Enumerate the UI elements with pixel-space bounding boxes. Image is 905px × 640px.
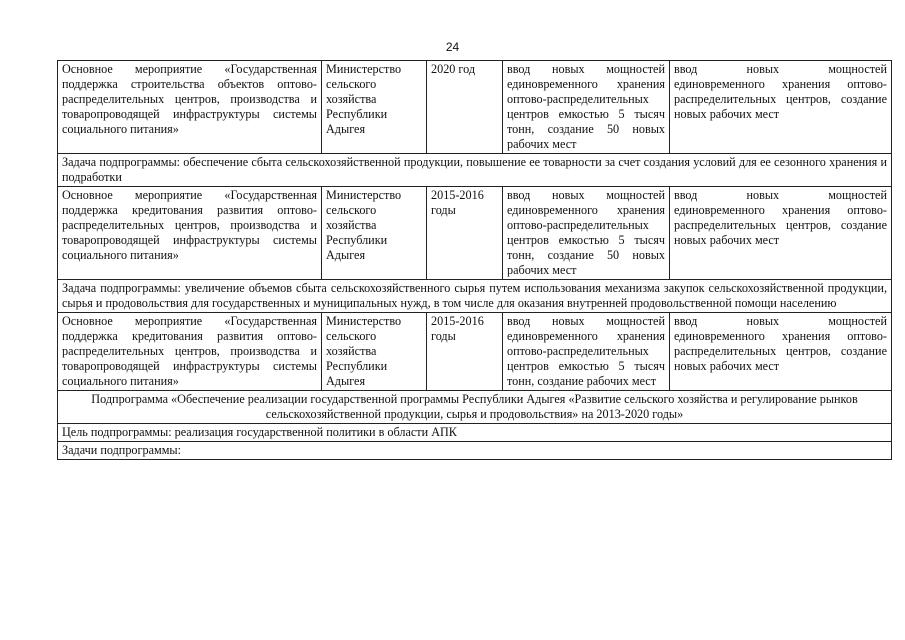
task-row: Задача подпрограммы: увеличение объемов сбыта сельскохозяйственного сырья путем использования механизма закупок сельскохозяйственной продукции, сырья и продовольствия для государственных и муниципальных нужд, в том числе для оказания внутренней продовольственной помощи населению	[58, 280, 892, 313]
result-cell: ввод новых мощностей единовременного хранения оптово-распределительных центров емкостью 5 тысяч тонн, создание 50 новых рабочих мест	[503, 187, 670, 280]
measure-cell: Основное мероприятие «Государственная поддержка кредитования развития оптово-распределительных центров, производства и товаропроводящей инфраструктуры системы социального питания»	[58, 187, 322, 280]
subprogram-tasks-label: Задачи подпрограммы:	[58, 442, 892, 460]
measure-cell: Основное мероприятие «Государственная поддержка строительства объектов оптово-распределительных центров, производства и товаропроводящей инфраструктуры системы социального питания»	[58, 61, 322, 154]
effect-cell: ввод новых мощностей единовременного хранения оптово-распределительных центров, создание новых рабочих мест	[670, 61, 892, 154]
measure-cell: Основное мероприятие «Государственная поддержка кредитования развития оптово-распределительных центров, производства и товаропроводящей инфраструктуры системы социального питания»	[58, 313, 322, 391]
subprogram-title: Подпрограмма «Обеспечение реализации государственной программы Республики Адыгея «Развитие сельского хозяйства и регулирование рынков сельскохозяйственной продукции, сырья и продовольствия» на 2013-2020 годы»	[58, 391, 892, 424]
table-row	[58, 154, 892, 187]
subprogram-goal: Цель подпрограммы: реализация государственной политики в области АПК	[58, 424, 892, 442]
executor-cell: Министерство сельского хозяйства Республики Адыгея	[322, 313, 427, 391]
table-row	[58, 442, 892, 460]
page-number: 24	[445, 40, 460, 54]
table-row	[58, 61, 892, 154]
result-cell: ввод новых мощностей единовременного хранения оптово-распределительных центров емкостью 5 тысяч тонн, создание 50 новых рабочих мест	[503, 61, 670, 154]
table-row	[58, 424, 892, 442]
program-table	[57, 60, 892, 460]
period-cell: 2015-2016 годы	[427, 313, 503, 391]
executor-cell: Министерство сельского хозяйства Республики Адыгея	[322, 187, 427, 280]
table-row	[58, 313, 892, 391]
period-cell: 2020 год	[427, 61, 503, 154]
table-row	[58, 391, 892, 424]
task-row: Задача подпрограммы: обеспечение сбыта сельскохозяйственной продукции, повышение ее товарности за счет создания условий для ее сезонного хранения и подработки	[58, 154, 892, 187]
table-row	[58, 187, 892, 280]
executor-cell: Министерство сельского хозяйства Республики Адыгея	[322, 61, 427, 154]
result-cell: ввод новых мощностей единовременного хранения оптово-распределительных центров емкостью 5 тысяч тонн, создание рабочих мест	[503, 313, 670, 391]
effect-cell: ввод новых мощностей единовременного хранения оптово-распределительных центров, создание новых рабочих мест	[670, 313, 892, 391]
period-cell: 2015-2016 годы	[427, 187, 503, 280]
table-row	[58, 280, 892, 313]
effect-cell: ввод новых мощностей единовременного хранения оптово-распределительных центров, создание новых рабочих мест	[670, 187, 892, 280]
